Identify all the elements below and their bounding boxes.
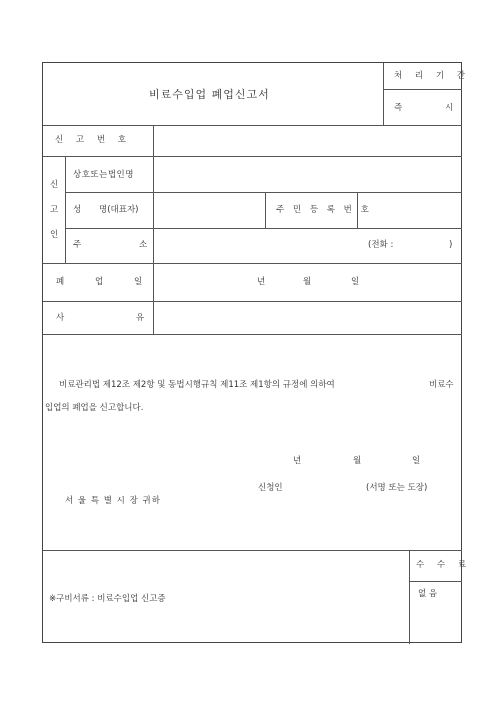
statement-year-unit: 년 (293, 456, 302, 466)
processing-period-value-b: 시 (445, 103, 454, 113)
address-label-a: 주 (73, 240, 82, 250)
applicant-signature-label: 신청인 (258, 483, 283, 493)
closure-year-unit: 년 (257, 277, 266, 287)
sign-or-seal-label: (서명 또는 도장) (366, 483, 428, 493)
statement-day-unit: 일 (412, 456, 421, 466)
closure-month-unit: 월 (303, 277, 312, 287)
company-name-label: 상호또는법인명 (73, 170, 134, 180)
closure-report-form (42, 62, 472, 643)
applicant-group-char-1: 신 (50, 180, 59, 190)
phone-close: ) (449, 240, 453, 250)
representative-label-b: 명(대표자) (99, 205, 139, 215)
rule-label-column (153, 125, 154, 334)
processing-period-value-a: 즉 (394, 103, 403, 113)
representative-label-a: 성 (73, 205, 82, 215)
statement-line-2: 입업의 폐업을 신고합니다. (45, 403, 144, 413)
rule-applicant-bottom (43, 263, 462, 264)
rule-processing-mid (383, 89, 462, 90)
phone-label: (전화 : (368, 240, 394, 250)
addressee: 서 울 특 별 시 장 귀하 (65, 496, 161, 506)
rule-title-bottom (43, 125, 462, 126)
closure-date-label-2: 업 (95, 277, 104, 287)
report-number-label: 신 고 번 호 (55, 135, 131, 145)
closure-day-unit: 일 (351, 277, 360, 287)
processing-period-label: 처 리 기 간 (394, 71, 470, 81)
rule-name-value-right (265, 192, 266, 228)
form-title: 비료수입업 폐업신고서 (149, 88, 270, 101)
rule-statement-bottom (43, 550, 462, 551)
rule-applicant-group (65, 156, 66, 263)
resident-number-label: 주 민 등 록 번 호 (276, 205, 372, 215)
rule-name-bottom (65, 228, 462, 229)
rule-report-no-bottom (43, 156, 462, 157)
applicant-group-char-2: 고 (50, 205, 59, 215)
reason-label-a: 사 (56, 313, 65, 323)
closure-date-label-1: 폐 (56, 277, 65, 287)
rule-closure-bottom (43, 301, 462, 302)
statement-line-1: 비료관리법 제12조 제2항 및 동법시행규칙 제11조 제1항의 규정에 의하여 (59, 380, 335, 390)
rule-fee-left (409, 550, 410, 644)
statement-month-unit: 월 (353, 456, 362, 466)
fee-label: 수 수 료 (416, 560, 472, 570)
rule-reason-bottom (43, 334, 462, 335)
reason-label-b: 유 (136, 313, 145, 323)
closure-date-label-3: 일 (134, 277, 143, 287)
rule-fee-mid (409, 581, 462, 582)
address-label-b: 소 (139, 240, 148, 250)
required-documents: ※구비서류 : 비료수입업 신고증 (49, 594, 166, 604)
rule-company-bottom (65, 192, 462, 193)
fee-value: 없 음 (418, 589, 438, 599)
rule-title-right (383, 63, 384, 125)
applicant-group-char-3: 인 (50, 230, 59, 240)
statement-line-1-end: 비료수 (429, 380, 454, 390)
